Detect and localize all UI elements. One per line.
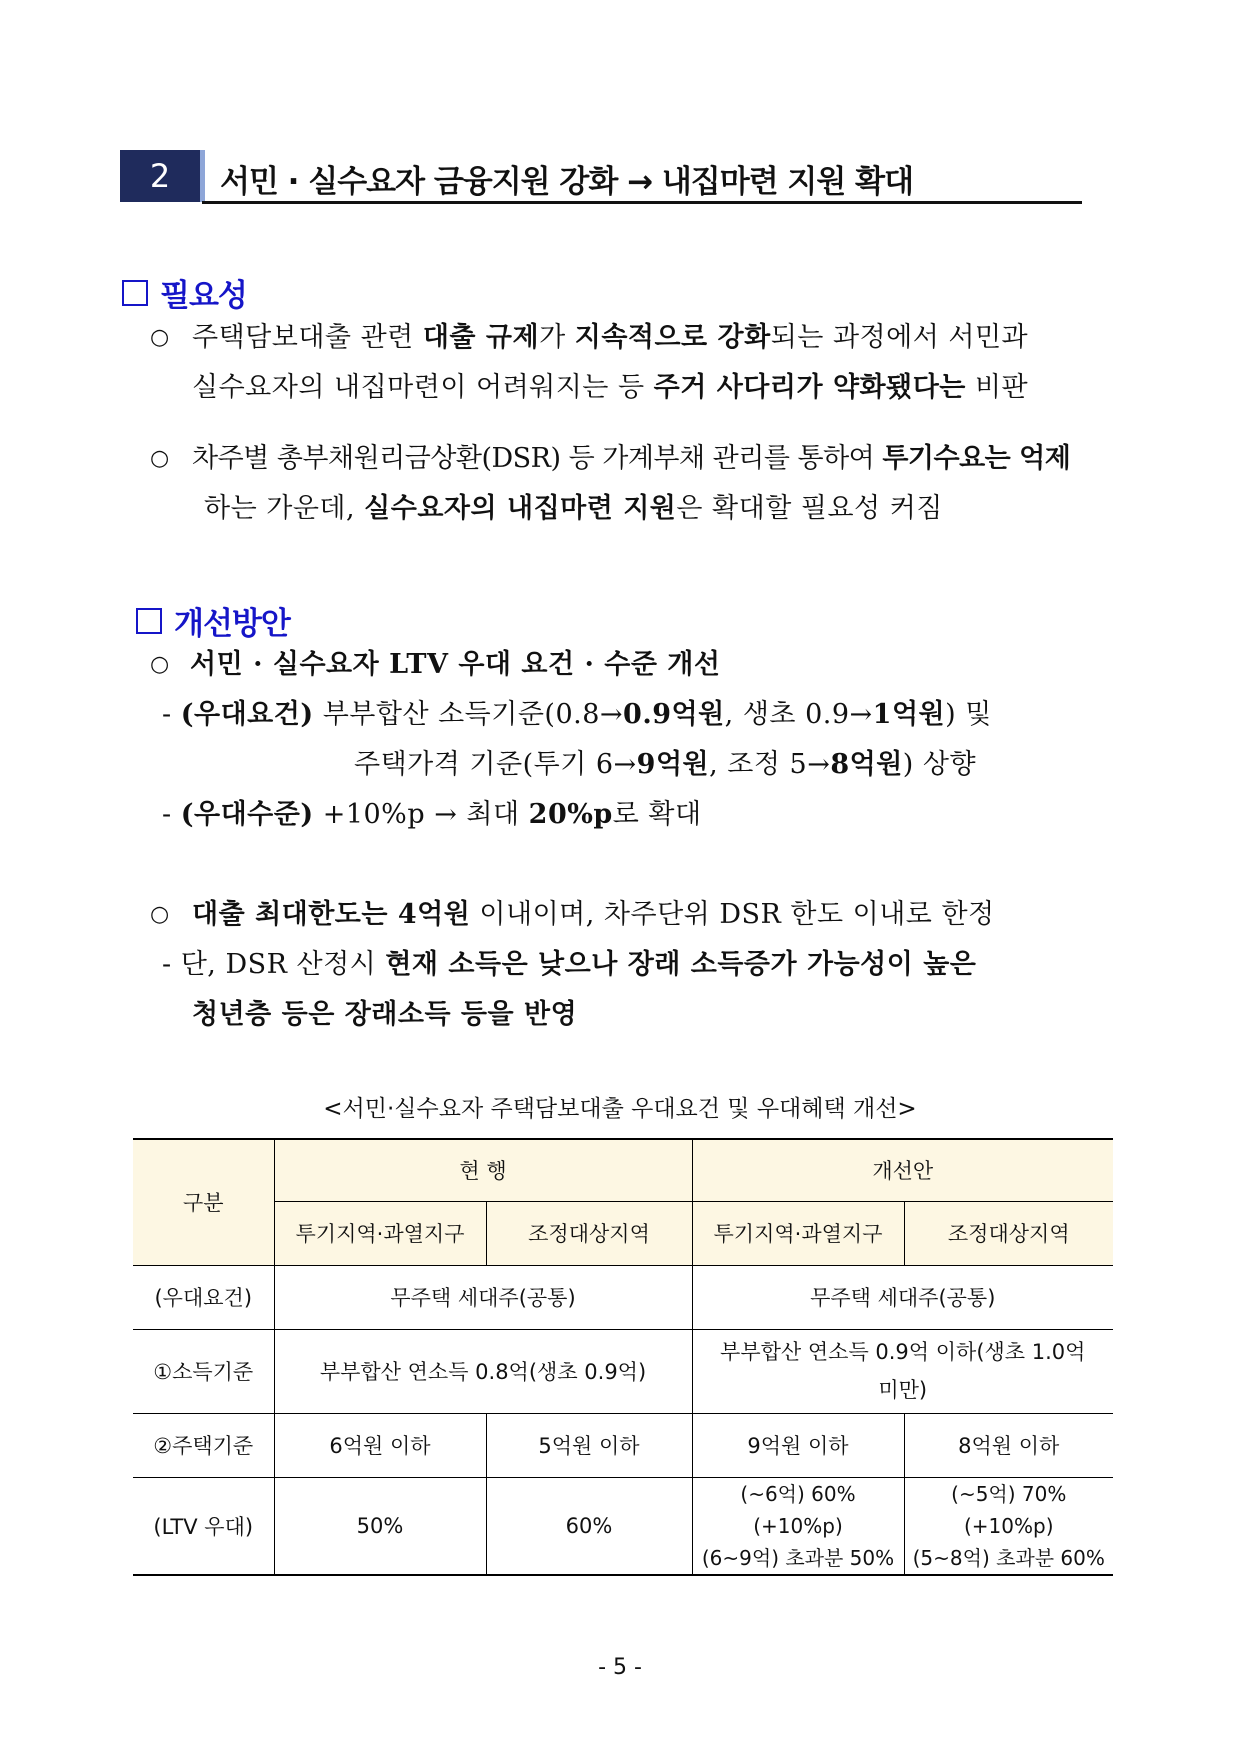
text-run: 청년층 등은 장래소득 등을 반영 bbox=[192, 999, 578, 1030]
cell bbox=[692, 1477, 904, 1575]
row-label: ②주택기준 bbox=[133, 1413, 274, 1477]
cell: 60% bbox=[486, 1477, 692, 1575]
need-heading bbox=[122, 270, 247, 315]
table-row bbox=[133, 1265, 1113, 1329]
text-run: 로 확대 bbox=[612, 799, 702, 830]
text-run: (우대요건) bbox=[180, 699, 314, 730]
comparison-table bbox=[133, 1138, 1113, 1576]
text-run: 서민 · 실수요자 LTV 우대 요건 · 수준 개선 bbox=[190, 649, 721, 680]
cell-line: (5~8억) 초과분 60% bbox=[912, 1545, 1105, 1570]
cell bbox=[692, 1329, 1113, 1413]
page-number: - 5 - bbox=[598, 1655, 642, 1680]
subheader-speculation: 투기지역·과열지구 bbox=[274, 1201, 486, 1265]
bullet-icon: ○ bbox=[150, 652, 170, 677]
checkbox-square-icon bbox=[122, 280, 148, 306]
text-run: 차주별 총부채원리금상환(DSR) 등 가계부채 관리를 통하여 bbox=[192, 443, 883, 474]
plan-heading bbox=[136, 598, 290, 643]
text-run: 되는 과정에서 서민과 bbox=[770, 322, 1029, 353]
text-run: 실수요자의 내집마련이 어려워지는 등 bbox=[192, 372, 654, 403]
cell: 무주택 세대주(공통) bbox=[692, 1265, 1113, 1329]
cell bbox=[904, 1477, 1113, 1575]
cell-line: 부부합산 연소득 0.9억 이하(생초 1.0억 bbox=[720, 1340, 1086, 1364]
plan-paragraph-1 bbox=[190, 640, 720, 690]
section-number: 2 bbox=[120, 150, 205, 202]
cell-line: (~5억) 70%(+10%p) bbox=[951, 1481, 1067, 1538]
cell: 부부합산 연소득 0.8억(생초 0.9억) bbox=[274, 1329, 692, 1413]
plan-detail-1 bbox=[162, 690, 992, 740]
text-run: 주택담보대출 관련 bbox=[192, 322, 423, 353]
text-run: 20%p bbox=[528, 799, 613, 830]
section-title: 서민 · 실수요자 금융지원 강화 → 내집마련 지원 확대 bbox=[220, 164, 914, 200]
text-run: - bbox=[162, 699, 181, 730]
text-run: 주거 사다리가 약화됐다는 bbox=[653, 372, 966, 403]
text-run: , 조정 5→ bbox=[709, 749, 831, 780]
text-run: 하는 가운데, bbox=[204, 493, 365, 524]
table-caption: <서민·실수요자 주택담보대출 우대요건 및 우대혜택 개선> bbox=[323, 1096, 917, 1122]
text-run: (우대수준) bbox=[180, 799, 314, 830]
text-run: 투기수요는 억제 bbox=[882, 443, 1071, 474]
table-row bbox=[133, 1329, 1113, 1413]
cell-line: 미만) bbox=[878, 1378, 928, 1402]
text-run: 9억원 bbox=[636, 749, 710, 780]
plan-detail-3 bbox=[162, 940, 976, 990]
text-run: 대출 규제 bbox=[422, 322, 540, 353]
checkbox-square-icon bbox=[136, 608, 162, 634]
text-run: 주택가격 기준(투기 6→ bbox=[354, 749, 637, 780]
text-run: +10%p → 최대 bbox=[313, 799, 529, 830]
bullet-icon: ○ bbox=[150, 902, 170, 927]
text-run: 8억원 bbox=[830, 749, 903, 780]
row-label: (LTV 우대) bbox=[133, 1477, 274, 1575]
header-improved: 개선안 bbox=[692, 1139, 1113, 1201]
table-row bbox=[133, 1413, 1113, 1477]
cell: 50% bbox=[274, 1477, 486, 1575]
text-run: ) 상향 bbox=[902, 749, 977, 780]
table-row bbox=[133, 1477, 1113, 1575]
text-run: 1억원 bbox=[872, 699, 946, 730]
subheader-adjustment: 조정대상지역 bbox=[904, 1201, 1113, 1265]
need-paragraph-2-cont bbox=[204, 484, 943, 534]
subheader-adjustment: 조정대상지역 bbox=[486, 1201, 692, 1265]
header-category: 구분 bbox=[133, 1139, 274, 1265]
plan-paragraph-2 bbox=[192, 890, 995, 940]
row-label: (우대요건) bbox=[133, 1265, 274, 1329]
text-run: - 단, DSR 산정시 bbox=[162, 949, 386, 980]
text-run: 이내이며, 차주단위 DSR 한도 이내로 한정 bbox=[470, 899, 995, 930]
text-run: 은 확대할 필요성 커짐 bbox=[676, 493, 943, 524]
text-run: 현재 소득은 낮으나 장래 소득증가 가능성이 높은 bbox=[385, 949, 977, 980]
text-run: 지속적으로 강화 bbox=[574, 322, 771, 353]
subheader-speculation: 투기지역·과열지구 bbox=[692, 1201, 904, 1265]
cell: 8억원 이하 bbox=[904, 1413, 1113, 1477]
plan-heading-label: 개선방안 bbox=[174, 606, 290, 642]
header-current: 현 행 bbox=[274, 1139, 692, 1201]
text-run: 4억원 bbox=[397, 899, 471, 930]
plan-detail-2 bbox=[162, 790, 702, 840]
plan-detail-3-cont bbox=[192, 990, 577, 1040]
text-run: 가 bbox=[539, 322, 575, 353]
text-run: 실수요자의 내집마련 지원 bbox=[364, 493, 677, 524]
row-label: ①소득기준 bbox=[133, 1329, 274, 1413]
need-heading-label: 필요성 bbox=[160, 278, 247, 314]
text-run: 부부합산 소득기준(0.8→ bbox=[313, 699, 624, 730]
cell: 무주택 세대주(공통) bbox=[274, 1265, 692, 1329]
text-run: ) 및 bbox=[945, 699, 992, 730]
bullet-icon: ○ bbox=[150, 446, 170, 471]
text-run: 비판 bbox=[965, 372, 1029, 403]
section-underline bbox=[202, 201, 1082, 204]
cell: 6억원 이하 bbox=[274, 1413, 486, 1477]
text-run: 0.9억원 bbox=[623, 699, 725, 730]
need-paragraph-2 bbox=[192, 434, 1070, 484]
text-run: 대출 최대한도는 bbox=[192, 899, 398, 930]
text-run: , 생초 0.9→ bbox=[724, 699, 873, 730]
cell: 5억원 이하 bbox=[486, 1413, 692, 1477]
need-paragraph-1 bbox=[192, 313, 1028, 363]
section-heading bbox=[120, 150, 1080, 204]
need-paragraph-1-cont bbox=[192, 363, 1028, 413]
bullet-icon: ○ bbox=[150, 325, 170, 350]
cell-line: (~6억) 60%(+10%p) bbox=[740, 1481, 856, 1538]
text-run: - bbox=[162, 799, 181, 830]
cell: 9억원 이하 bbox=[692, 1413, 904, 1477]
cell-line: (6~9억) 초과분 50% bbox=[701, 1545, 895, 1570]
plan-detail-1-cont bbox=[354, 740, 976, 790]
